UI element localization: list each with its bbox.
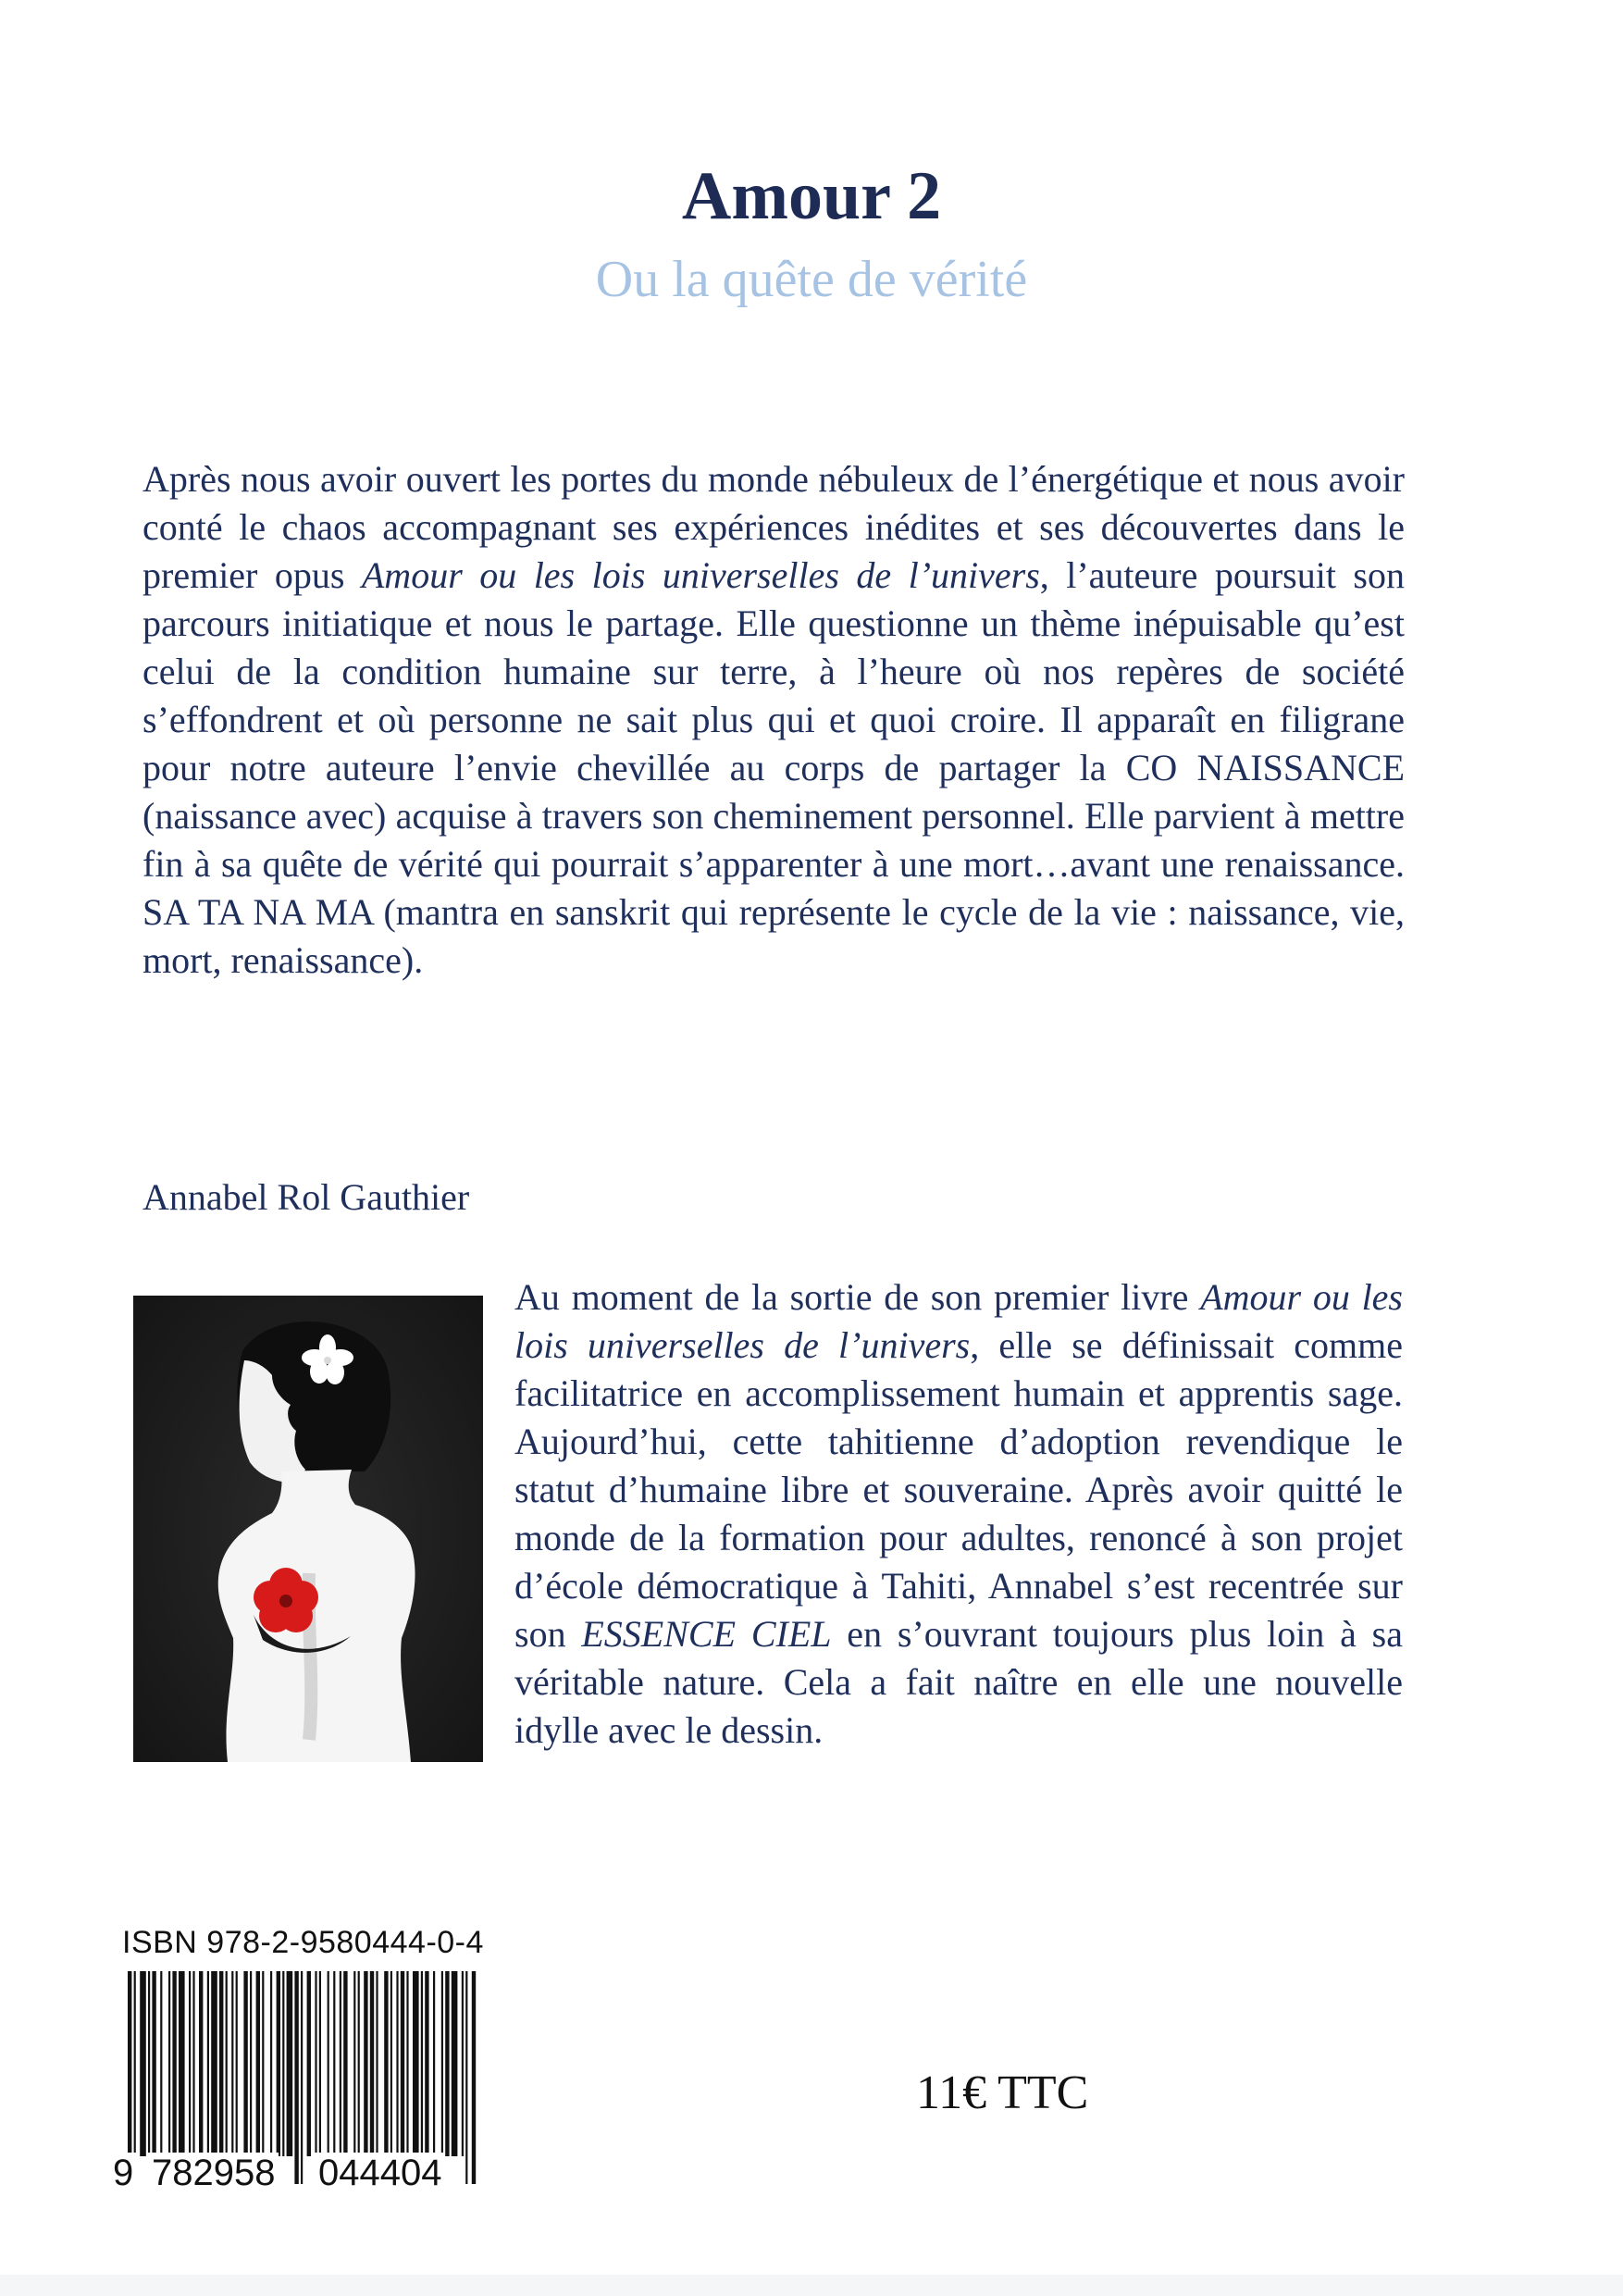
barcode-bar <box>277 1971 280 2156</box>
barcode-bar <box>376 1971 378 2156</box>
bio-text-1: Au moment de la sortie de son premier livre <box>514 1276 1201 1318</box>
barcode-bar <box>353 1971 355 2156</box>
isbn-label: ISBN 978-2-9580444-0-4 <box>122 1925 484 1960</box>
bio-essence-ciel: ESSENCE CIEL <box>581 1613 832 1655</box>
barcode-bar <box>413 1971 419 2156</box>
synopsis-text-1: Après nous avoir ouvert les portes du monde nébuleux de l’énergétique et nous avoir conté le chaos accompagnant ses expériences inédites et ses découvertes dans le premier opus <box>142 458 1405 596</box>
barcode-bar <box>282 1971 284 2156</box>
author-name: Annabel Rol Gauthier <box>142 1176 470 1218</box>
barcode-bar <box>441 1971 443 2156</box>
barcode-bar <box>319 1971 321 2156</box>
barcode-bar <box>287 1971 293 2156</box>
barcode-bar <box>358 1971 360 2156</box>
barcode-bar <box>364 1971 367 2156</box>
barcode-bar <box>256 1971 260 2156</box>
barcode-digits-right: 044404 <box>315 2153 445 2194</box>
barcode-bar <box>462 1971 464 2156</box>
barcode-bar <box>236 1971 238 2156</box>
barcode-bar <box>465 1971 467 2184</box>
book-subtitle: Ou la quête de vérité <box>595 251 1028 308</box>
barcode-bar <box>140 1971 146 2156</box>
barcode-bar <box>168 1971 170 2156</box>
barcode-bar <box>425 1971 428 2156</box>
barcode-bar <box>340 1971 341 2156</box>
barcode-bar <box>421 1971 423 2156</box>
bio-text-2: , elle se définissait comme facilitatrice en accomplissement humain et apprentis sage. Aujourd’hui, cette tahitienne d’adoption revendique le statut d’humaine libre et souveraine. Après avoir quitté le monde de la formation pour adultes, renoncé à son projet d’école démocratique à Tahiti, Annabel s’est recentrée sur son <box>514 1324 1403 1655</box>
page-bottom-band <box>0 2275 1623 2296</box>
price-label: 11€ TTC <box>916 2066 1089 2119</box>
barcode-bar <box>199 1971 203 2156</box>
barcode-bar <box>370 1971 374 2156</box>
barcode-bar <box>231 1971 233 2156</box>
barcode-bar <box>172 1971 176 2156</box>
bio-book-title: Amour ou les lois universelles de l’univers <box>514 1276 1403 1366</box>
barcode-digit-first: 9 <box>109 2153 137 2194</box>
book-title: Amour 2 <box>681 158 942 234</box>
barcode-bar <box>270 1971 272 2156</box>
barcode-bar <box>294 1971 298 2184</box>
author-bio-paragraph <box>514 1273 1403 1755</box>
synopsis-paragraph <box>142 455 1405 985</box>
barcode-bar <box>333 1971 335 2156</box>
barcode-digits-left: 782958 <box>148 2153 279 2194</box>
barcode-bar <box>307 1971 311 2156</box>
barcode-bar <box>160 1971 162 2156</box>
synopsis-book-title: Amour ou les lois universelles de l’univers <box>361 554 1040 596</box>
bio-text-3: en s’ouvrant toujours plus loin à sa véritable nature. Cela a fait naître en elle une nouvelle idylle avec le dessin. <box>514 1613 1404 1751</box>
barcode-bar <box>211 1971 217 2156</box>
barcode-bar <box>406 1971 408 2156</box>
barcode-bar <box>328 1971 329 2156</box>
barcode-bar <box>179 1971 185 2156</box>
barcode-bar <box>219 1971 223 2156</box>
barcode-bar <box>445 1971 449 2156</box>
synopsis-text-2: , l’auteure poursuit son parcours initiatique et nous le partage. Elle questionne un thème inépuisable qu’est celui de la condition humaine sur terre, à l’heure où nos repères de société s’effondrent et où personne ne sait plus qui et quoi croire. Il apparaît en filigrane pour notre auteure l’envie chevillée au corps de partager la CO NAISSANCE (naissance avec) acquise à travers son cheminement personnel. Elle parvient à mettre fin à sa quête de vérité qui pourrait s’apparenter à une mort…avant une renaissance. SA TA NA MA (mantra en sanskrit qui représente le cycle de la vie : naissance, vie, mort, renaissance). <box>142 554 1405 981</box>
barcode-bar <box>250 1971 252 2156</box>
barcode-bar <box>315 1971 316 2156</box>
barcode-bar <box>396 1971 398 2156</box>
barcode-bar <box>401 1971 404 2156</box>
barcode-bar <box>301 1971 303 2184</box>
barcode-bar <box>152 1971 155 2156</box>
barcode-bar <box>343 1971 347 2156</box>
barcode-bar <box>192 1971 194 2156</box>
barcode-bar <box>433 1971 435 2156</box>
barcode-bar <box>207 1971 209 2156</box>
barcode-bar <box>148 1971 150 2156</box>
barcode-bar <box>226 1971 228 2156</box>
barcode-bar <box>262 1971 264 2156</box>
barcode-bar <box>243 1971 247 2156</box>
artwork-image <box>133 1296 483 1762</box>
barcode-bar <box>472 1971 476 2184</box>
artwork-drawing <box>133 1296 483 1762</box>
barcode-bar <box>452 1971 458 2156</box>
barcode-bar <box>384 1971 388 2156</box>
barcode-bar <box>390 1971 392 2156</box>
barcode-bar <box>189 1971 191 2156</box>
